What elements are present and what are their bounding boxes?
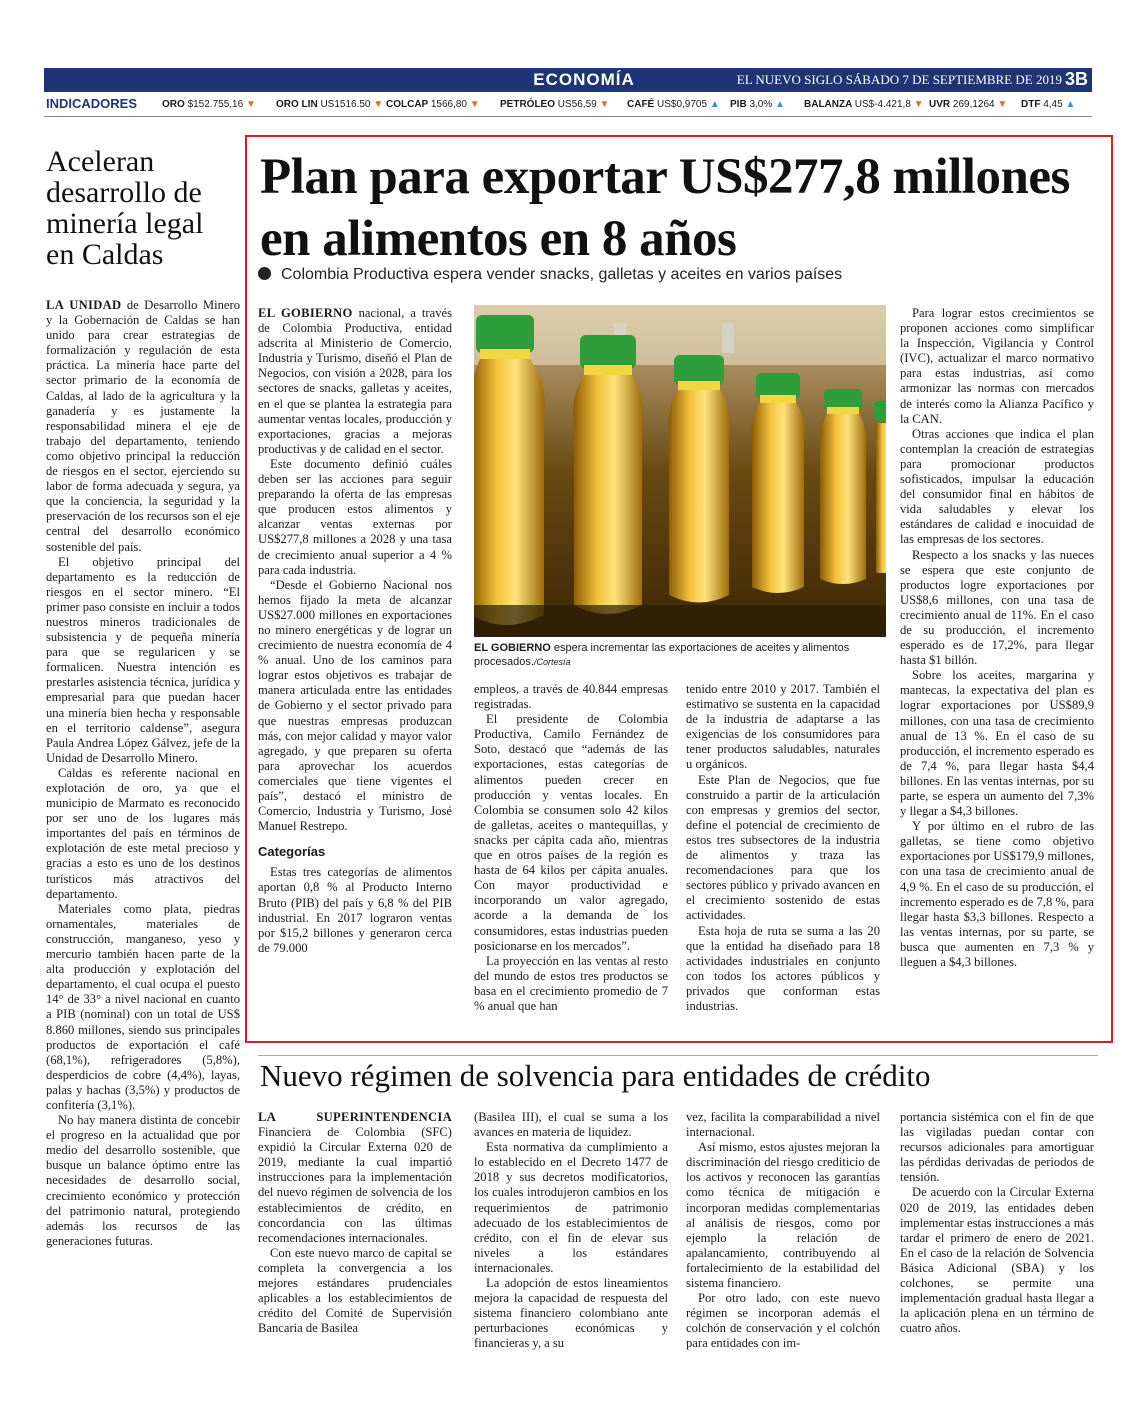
indicator-name: PETRÓLEO — [500, 99, 558, 110]
main-article-paragraph: El presidente de Colombia Productiva, Camilo Fernández de Soto, destacó que “además de las exportaciones, estas categorías de alimentos pueden crecer en producción y ventas locales. En Colombia se consumen solo 42 kilos de galletas, aceites o mantequillas, y snacks per cápita cada año, mientras que en otros países de la región es hasta de 64 kilos per cápita anuales. Con mayor productividad e incorporando un valor agregado, acorde a la demanda de los consumidores, estas industrias pueden posicionarse en los mercados”. — [474, 712, 668, 953]
main-article-title: Plan para exportar US$277,8 millones en alimentos en 8 años — [260, 149, 1070, 267]
main-article-subhead: Categorías — [258, 844, 326, 860]
trend-up-icon: ▲ — [1062, 99, 1076, 110]
second-article-paragraph: portancia sistémica con el fin de que las vigiladas puedan contar con recursos adicionales para amortiguar las pérdidas derivadas de periodos de tensión. — [900, 1110, 1094, 1185]
main-article-column-1 — [258, 306, 452, 956]
main-article-lead: EL GOBIERNO — [258, 306, 353, 320]
indicator-dtf — [1021, 99, 1075, 110]
second-article-paragraph: La adopción de estos lineamientos mejora la capacidad de respuesta del sistema financiero colombiano ante perturbaciones económicas y financieras y, a su — [474, 1276, 668, 1351]
left-article-paragraph: El objetivo principal del departamento es la reducción de riesgos en el sector minero. “El primer paso consiste en incluir a todos nuestros mineros tradicionales de subsistencia y de pequeña minería para que se regularicen y se formalicen. Nuestra intención es prestarles asistencia técnica, jurídica y empresarial para que puedan hacer una minería bien hecha y responsable en el territorio caldense”, asegura Paula Andrea López Gálvez, jefe de la Unidad de Desarrollo Minero. — [46, 554, 240, 765]
second-article-paragraph: Por otro lado, con este nuevo régimen se incorporan además el colchón de conservación y el colchón para entidades con im- — [686, 1291, 880, 1351]
indicator-name: ORO — [162, 99, 188, 110]
main-article-paragraph: Esta hoja de ruta se suma a las 20 que la entidad ha diseñado para 18 actividades industriales en conjunto con todos los actores públicos y privados que conforman estas industrias. — [686, 923, 880, 1013]
trend-down-icon: ▼ — [596, 99, 610, 110]
second-article-paragraph: vez, facilita la comparabilidad a nivel internacional. — [686, 1110, 880, 1140]
second-article-paragraph: Esta normativa da cumplimiento a lo establecido en el Decreto 1477 de 2018 y sus decretos modificatorios, los cuales introdujeron cambios en los requerimientos de patrimonio adecuado de los establecimientos de crédito, con el fin de elevar sus niveles a los estándares internacionales. — [474, 1140, 668, 1275]
indicator-value: US$-4.421,8 — [854, 99, 911, 110]
left-article-paragraph: Caldas es referente nacional en explotación de oro, ya que el municipio de Marmato es reconocido por ser uno de los lugares más importantes del país en términos de explotación de este metal precioso y gracias a esto es uno de los destinos turísticos más atractivos del departamento. — [46, 765, 240, 901]
main-article-paragraph: Respecto a los snacks y las nueces se espera que este conjunto de productos logre exportaciones por US$8,6 millones, con una tasa de crecimiento anual de 11%. En el caso de su producción, el incremento esperado es de 17,2%, para llegar hasta $1 billón. — [900, 547, 1094, 668]
left-article-paragraph: No hay manera distinta de concebir el progreso en la actualidad que por medio del desarrollo sostenible, que busque un balance óptimo entre las necesidades de desarrollo social, crecimiento económico y protección del patrimonio natural, protegiendo además los recursos de las generaciones futuras. — [46, 1113, 240, 1248]
indicator-name: BALANZA — [804, 99, 855, 110]
indicator-pib — [730, 99, 785, 110]
oil-bottles-illustration — [474, 305, 886, 637]
page-number: 3B — [1064, 69, 1088, 89]
issue-date: SÁBADO 7 DE SEPTIEMBRE DE 2019 — [845, 72, 1062, 87]
indicator-uvr — [929, 99, 1007, 110]
main-article-paragraph: Sobre los aceites, margarina y mantecas, la expectativa del plan es lograr exportaciones por US$89,9 millones, con una tasa de crecimiento anual de 13 %. En el caso de su producción, el incremento esperado es de 7,4 %, para llegar hasta $4,4 billones. En las ventas internas, por su parte, se espera un aumento del 7,3% y llegar a $4,3 billones. — [900, 668, 1094, 819]
second-article-paragraph: LA SUPERINTENDENCIA Financiera de Colombia (SFC) expidió la Circular Externa 020 de 2019, mediante la cual impartió instrucciones para la implementación del nuevo régimen de solvencia de los establecimientos de crédito, en concordancia con las últimas recomendaciones internacionales. — [258, 1110, 452, 1245]
main-article-paragraph: La proyección en las ventas al resto del mundo de estos tres productos se basa en el crecimiento promedio de 7 % anual que han — [474, 953, 668, 1013]
left-article-title: Aceleran desarrollo de minería legal en Caldas — [46, 145, 204, 271]
main-article-paragraph: empleos, a través de 40.844 empresas registradas. — [474, 682, 668, 712]
trend-up-icon: ▲ — [707, 99, 720, 110]
indicator-name: DTF — [1021, 99, 1044, 110]
trend-down-icon: ▼ — [370, 99, 384, 110]
newspaper-name: EL NUEVO SIGLO — [736, 72, 843, 87]
main-article-column-2 — [474, 682, 668, 1014]
indicators-bar — [44, 96, 1092, 117]
second-article-title: Nuevo régimen de solvencia para entidades de crédito — [260, 1058, 931, 1093]
main-article-column-3 — [686, 682, 880, 1014]
indicator-value: US1516.50 — [320, 99, 371, 110]
main-article-paragraph: Este Plan de Negocios, que fue construido a partir de la articulación con empresas y gremios del sector, define el potencial de crecimiento de estos tres subsectores de la industria de alimentos y traza las recomendaciones para que los sectores público y privado avancen en el crecimiento sostenido de estas actividades. — [686, 772, 880, 923]
trend-down-icon: ▼ — [243, 99, 256, 110]
main-article-paragraph: EL GOBIERNO nacional, a través de Colombia Productiva, entidad adscrita al Ministerio de Comercio, Industria y Turismo, diseñó el Plan de Negocios, con visión a 2028, para los sectores de snacks, galletas y aceites, en el que se plantea la estrategia para aumentar ventas locales, producción y exportaciones, gracias a mejoras productivas y de calidad en el sector. — [258, 306, 452, 456]
indicator-value: 1566,80 — [430, 99, 467, 110]
indicator-colcap — [386, 99, 480, 110]
indicators-label: INDICADORES — [46, 96, 138, 111]
trend-up-icon: ▲ — [772, 99, 785, 110]
main-article-paragraph: tenido entre 2010 y 2017. También el estimativo se sustenta en la capacidad de la industria de adaptarse a las exigencias de los consumidores para tener productos saludables, naturales u orgánicos. — [686, 682, 880, 772]
indicator-oro-lin — [276, 99, 383, 110]
second-article-paragraph: (Basilea III), el cual se suma a los avances en materia de liquidez. — [474, 1110, 668, 1140]
main-article-paragraph: Para lograr estos crecimientos se proponen acciones como simplificar la Inspección, Vigilancia y Control (IVC), actualizar el marco normativo para estas industrias, así como armonizar las normas con mercados de interés como la Alianza Pacífico y la CAN. — [900, 306, 1094, 426]
indicator-value: 3,0% — [749, 99, 773, 110]
indicator-petr-leo — [500, 99, 609, 110]
second-article-paragraph: De acuerdo con la Circular Externa 020 de 2019, las entidades deben implementar estas instrucciones a más tardar el primero de enero de 2021. En el caso de la relación de Solvencia Básica Adicional (SBA) y los colchones, se permite una implementación gradual hasta llegar a la aplicación plena en un término de cuatro años. — [900, 1185, 1094, 1336]
indicator-name: CAFÉ — [627, 99, 657, 110]
trend-down-icon: ▼ — [910, 99, 924, 110]
article-divider — [258, 1055, 1098, 1056]
photo-credit: /Cortesía — [533, 657, 571, 667]
trend-down-icon: ▼ — [994, 99, 1008, 110]
main-article-paragraph: Otras acciones que indica el plan contemplan la creación de estrategias para promocionar productos sofisticados, impulsar la educación del consumidor final en hábitos de vida saludables y elevar los estándares de calidad e inocuidad de las empresas de los sectores. — [900, 426, 1094, 547]
main-article-paragraph: Y por último en el rubro de las galletas, se tiene como objetivo exportaciones por US$179,9 millones, con una tasa de crecimiento anual de 4,9 %. En el caso de su producción, el incremento esperado es de 7,8 %, para llegar hasta $3,3 billones. Respecto a las ventas internas, por su parte, se busca que aumenten en 7,3 % y lleguen a $4,3 billones. — [900, 819, 1094, 970]
photo-caption: EL GOBIERNO espera incrementar las exportaciones de aceites y alimentos procesados./Cortesía — [474, 642, 850, 668]
indicator-balanza — [804, 99, 924, 110]
indicator-name: PIB — [730, 99, 750, 110]
section-header-bar — [44, 68, 1092, 92]
newspaper-date — [737, 72, 1062, 88]
second-article-lead: LA SUPERINTENDENCIA — [258, 1110, 452, 1124]
trend-down-icon: ▼ — [466, 99, 480, 110]
left-article-body — [46, 298, 240, 1249]
indicator-oro — [162, 99, 256, 110]
oil-bottles-photo — [474, 305, 886, 637]
left-article-paragraph: Materiales como plata, piedras ornamentales, materiales de construcción, manganeso, yeso y mercurio también hacen parte de la alta producción y explotación del departamento, el cual ocupa el puesto 14° de 33° a nivel nacional en cuanto a PIB (nominal) con un total de US$ 8.860 millones, siendo sus principales productos de exportación el café (68,1%), refrigeradores (5,8%), desperdicios de cobre (4,4%), layas, palas y hachas (3,5%) y productos de confitería (3,1%). — [46, 901, 240, 1112]
main-article-paragraph: Este documento definió cuáles deben ser las acciones para seguir preparando la oferta de las empresas que producen estos alimentos y alcanzar ventas externas por US$277,8 millones a 2028 y una tasa de crecimiento anual superior a 4 % para cada industria. — [258, 456, 452, 577]
indicator-value: $152.755,16 — [187, 99, 244, 110]
indicator-value: US56,59 — [557, 99, 597, 110]
main-article-paragraph: Estas tres categorías de alimentos aportan 0,8 % al Producto Interno Bruto (PIB) del país y 6,8 % del PIB industrial. En 2017 lograron ventas por $15,2 billones y generaron cerca de 79.000 — [258, 865, 452, 955]
indicator-caf- — [627, 99, 720, 110]
indicator-name: ORO LIN — [276, 99, 321, 110]
second-article-paragraph: Así mismo, estos ajustes mejoran la discriminación del riesgo crediticio de los activos y reconocen las garantías como técnica de mitigación e incorporan medidas complementarias al análisis de riesgos, como por ejemplo la relación de apalancamiento, contribuyendo al fortalecimiento de la estabilidad del sistema financiero. — [686, 1140, 880, 1291]
main-article-paragraph: “Desde el Gobierno Nacional nos hemos fijado la meta de alcanzar US$27.000 millones en exportaciones no minero energéticas y de lograr un crecimiento de nuestra economía de 4 % anual. Uno de los caminos para lograr estos objetivos es trabajar de manera articulada entre las entidades de Gobierno y el sector privado para que nuestras empresas produzcan más, con mejor calidad y mayor valor agregado, y que preparen su oferta para aprovechar los acuerdos comerciales que tiene vigentes el país”, destacó el ministro de Comercio, Industria y Turismo, José Manuel Restrepo. — [258, 577, 452, 834]
bullet-icon — [258, 267, 271, 280]
second-article-column-4 — [900, 1110, 1094, 1336]
indicator-name: UVR — [929, 99, 953, 110]
left-article-lead: LA UNIDAD — [46, 298, 122, 312]
main-article-column-4 — [900, 306, 1094, 970]
second-article-column-3 — [686, 1110, 880, 1352]
left-article-paragraph: LA UNIDAD de Desarrollo Minero y la Gobernación de Caldas se han unido para crear estrategias de formalización y regulación de esta práctica. La minería hace parte del sector primario de la economía de Caldas, al lado de la agricultura y la ganadería y es justamente la responsabilidad minera el eje de trabajo del departamento, teniendo como objetivo principal la reducción de riesgos en el sector, ejerciendo su labor de forma adecuada y segura, ya que la conciencia, la seguridad y la preservación de los recursos son el eje central del desarrollo económico sostenible del país. — [46, 298, 240, 554]
indicator-value: 269,1264 — [952, 99, 995, 110]
main-article-subtitle: Colombia Productiva espera vender snacks, galletas y aceites en varios países — [258, 266, 1098, 284]
second-article-column-1 — [258, 1110, 452, 1336]
indicator-value: US$0,9705 — [657, 99, 708, 110]
second-article-column-2 — [474, 1110, 668, 1352]
second-article-paragraph: Con este nuevo marco de capital se completa la convergencia a los mejores estándares prudenciales aplicables a los establecimientos de crédito del Comité de Supervisión Bancaria de Basilea — [258, 1245, 452, 1336]
indicator-value: 4,45 — [1043, 99, 1063, 110]
indicator-name: COLCAP — [386, 99, 431, 110]
section-name: ECONOMÍA — [533, 70, 635, 89]
